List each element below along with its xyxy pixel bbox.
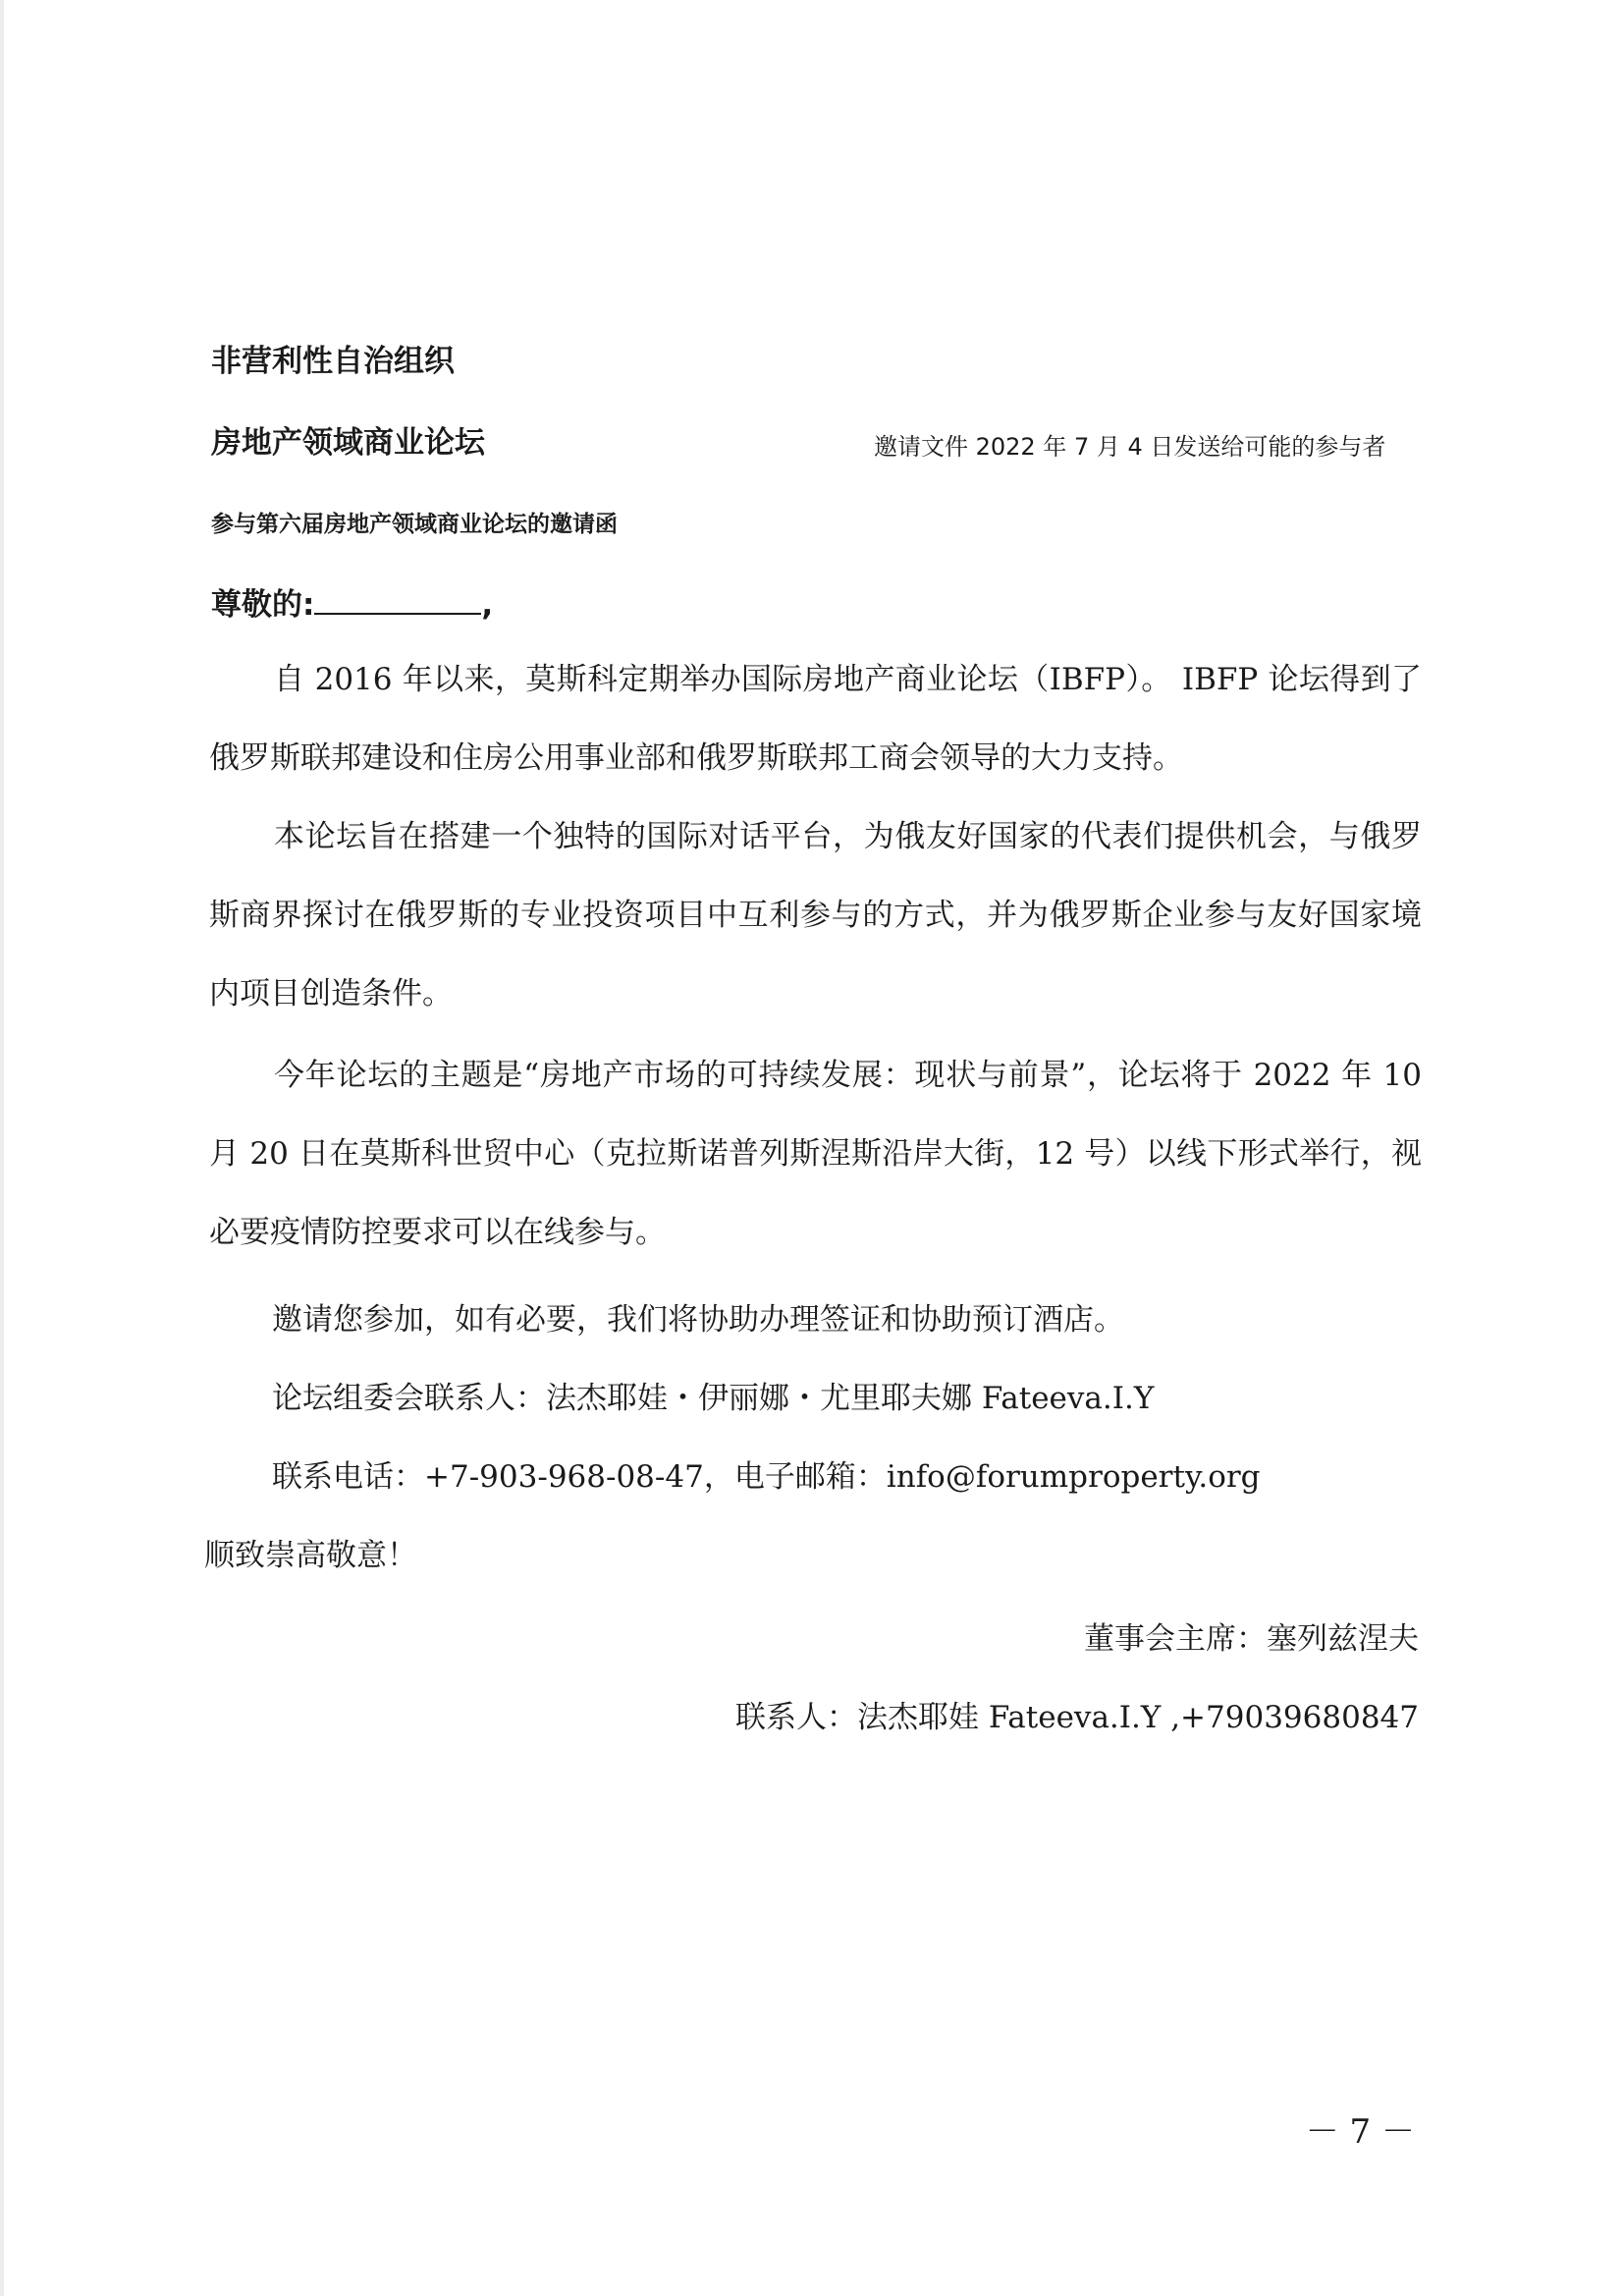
page-number: － 7 － — [1305, 2112, 1415, 2152]
paragraph-2: 本论坛旨在搭建一个独特的国际对话平台，为俄友好国家的代表们提供机会，与俄罗斯商界探讨在俄罗斯的专业投资项目中互利参与的方式，并为俄罗斯企业参与友好国家境内项目创造条件。 — [209, 819, 1422, 1011]
signature-contact: 联系人：法杰耶娃 Fateeva.I.Y ,+79039680847 — [735, 1700, 1419, 1735]
invite-line: 邀请您参加，如有必要，我们将协助办理签证和协助预订酒店。 — [272, 1302, 1124, 1338]
salutation-suffix: , — [481, 587, 494, 623]
invitation-title: 参与第六届房地产领域商业论坛的邀请函 — [211, 512, 618, 537]
salutation-blank — [314, 585, 481, 615]
salutation-prefix: 尊敬的: — [211, 587, 315, 623]
org-name-line2: 房地产领域商业论坛 — [211, 425, 485, 461]
signature-chair: 董事会主席：塞列兹涅夫 — [1084, 1621, 1419, 1657]
paragraph-3: 今年论坛的主题是“房地产市场的可持续发展：现状与前景”，论坛将于 2022 年 10 月 20 日在莫斯科世贸中心（克拉斯诺普列斯涅斯沿岸大街，12 号）以线下形式举行，视必要疫情防控要求可以在线参与。 — [209, 1058, 1422, 1250]
scan-edge — [0, 0, 4, 2296]
paragraph-1: 自 2016 年以来，莫斯科定期举办国际房地产商业论坛（IBFP）。 IBFP 论坛得到了俄罗斯联邦建设和住房公用事业部和俄罗斯联邦工商会领导的大力支持。 — [209, 662, 1422, 776]
contact-line: 论坛组委会联系人：法杰耶娃・伊丽娜・尤里耶夫娜 Fateeva.I.Y — [272, 1381, 1155, 1416]
sent-date-note: 邀请文件 2022 年 7 月 4 日发送给可能的参与者 — [874, 433, 1386, 461]
phone-email-line: 联系电话：+7-903-968-08-47，电子邮箱：info@forumproperty.org — [272, 1459, 1261, 1495]
salutation — [211, 579, 493, 624]
closing-regards: 顺致崇高敬意！ — [204, 1538, 417, 1573]
org-name-line1: 非营利性自治组织 — [211, 344, 455, 379]
